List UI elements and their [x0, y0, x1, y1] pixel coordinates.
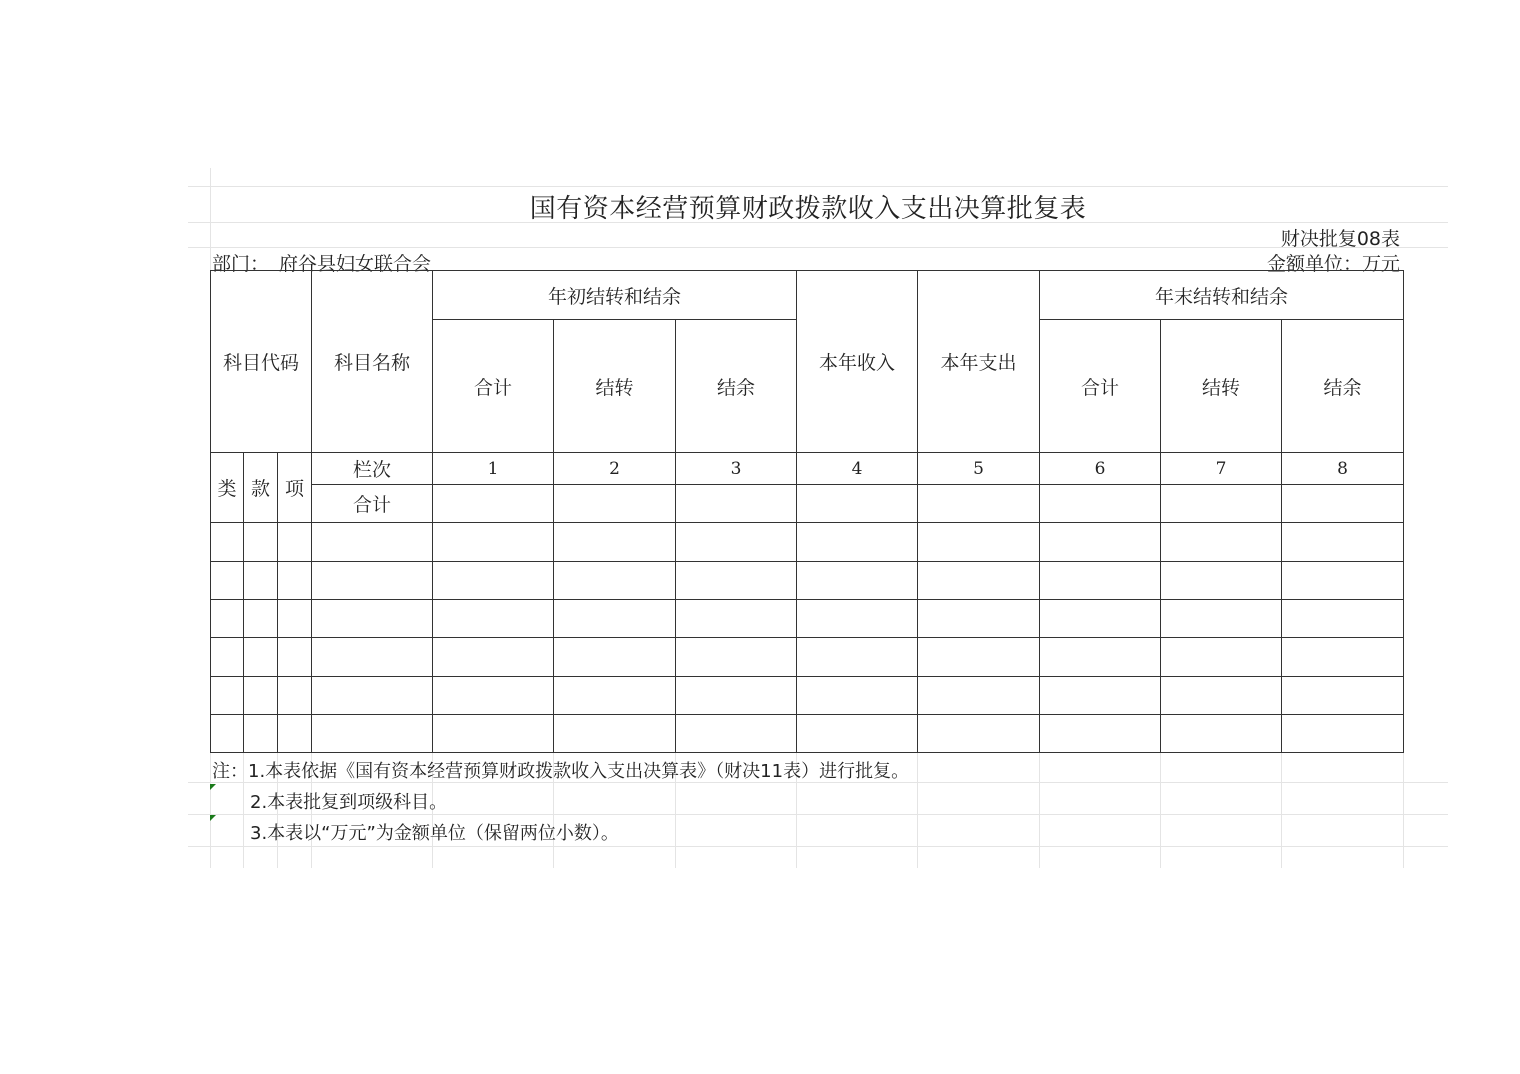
note-line-1: 注：1.本表依据《国有资本经营预算财政拨款收入支出决算表》（财决11表）进行批复。 [212, 761, 910, 782]
header-begin-carryover: 结转 [554, 320, 676, 453]
table-cell[interactable] [554, 638, 676, 677]
table-cell[interactable] [1040, 485, 1161, 523]
department-label: 部门： [212, 253, 270, 275]
column-number: 5 [918, 453, 1040, 485]
table-cell[interactable] [1161, 485, 1282, 523]
table-cell[interactable] [676, 485, 797, 523]
table-cell[interactable] [676, 562, 797, 600]
table-cell[interactable] [676, 638, 797, 677]
table-cell[interactable] [918, 562, 1040, 600]
column-number: 6 [1040, 453, 1161, 485]
table-cell[interactable] [1282, 562, 1404, 600]
table-cell[interactable] [244, 523, 278, 562]
table-cell[interactable] [1161, 600, 1282, 638]
table-cell[interactable] [244, 677, 278, 715]
table-cell[interactable] [211, 638, 244, 677]
header-end-total: 合计 [1040, 320, 1161, 453]
table-cell[interactable] [554, 715, 676, 753]
table-cell[interactable] [1161, 715, 1282, 753]
table-cell[interactable] [244, 638, 278, 677]
table-cell[interactable] [676, 715, 797, 753]
header-row-1 [211, 271, 1404, 320]
table-cell[interactable] [312, 523, 433, 562]
table-cell[interactable] [433, 600, 554, 638]
table-cell[interactable] [433, 485, 554, 523]
column-number: 2 [554, 453, 676, 485]
column-number: 7 [1161, 453, 1282, 485]
table-cell[interactable] [918, 715, 1040, 753]
header-begin-total: 合计 [433, 320, 554, 453]
table-row [211, 638, 1404, 677]
table-cell[interactable] [1282, 715, 1404, 753]
header-end-surplus: 结余 [1282, 320, 1404, 453]
table-cell[interactable] [676, 677, 797, 715]
header-begin-balance: 年初结转和结余 [433, 271, 797, 320]
table-cell[interactable] [918, 523, 1040, 562]
table-cell[interactable] [918, 485, 1040, 523]
table-cell[interactable] [278, 600, 312, 638]
header-end-carryover: 结转 [1161, 320, 1282, 453]
table-cell[interactable] [433, 562, 554, 600]
header-current-income: 本年收入 [797, 271, 918, 453]
table-cell[interactable] [312, 638, 433, 677]
table-cell[interactable] [797, 600, 918, 638]
table-cell[interactable] [1161, 523, 1282, 562]
table-cell[interactable] [1282, 638, 1404, 677]
table-cell[interactable] [244, 600, 278, 638]
table-cell[interactable] [278, 523, 312, 562]
table-cell[interactable] [433, 638, 554, 677]
table-cell[interactable] [244, 562, 278, 600]
table-cell[interactable] [1282, 485, 1404, 523]
table-cell[interactable] [211, 677, 244, 715]
table-cell[interactable] [1040, 523, 1161, 562]
table-cell[interactable] [554, 562, 676, 600]
table-cell[interactable] [278, 638, 312, 677]
column-number: 4 [797, 453, 918, 485]
table-row [211, 677, 1404, 715]
table-cell[interactable] [797, 562, 918, 600]
table-cell[interactable] [554, 677, 676, 715]
total-row [211, 485, 1404, 523]
table-cell[interactable] [1161, 638, 1282, 677]
table-cell[interactable] [1040, 600, 1161, 638]
table-cell[interactable] [1282, 677, 1404, 715]
table-cell[interactable] [433, 677, 554, 715]
table-cell[interactable] [211, 523, 244, 562]
table-cell[interactable] [797, 677, 918, 715]
column-number: 8 [1282, 453, 1404, 485]
total-row-label: 合计 [312, 485, 433, 523]
table-cell[interactable] [1040, 562, 1161, 600]
table-cell[interactable] [312, 562, 433, 600]
header-end-balance: 年末结转和结余 [1040, 271, 1404, 320]
table-row [211, 562, 1404, 600]
note-line-2: 2.本表批复到项级科目。 [250, 792, 448, 813]
table-cell[interactable] [918, 600, 1040, 638]
table-cell[interactable] [797, 715, 918, 753]
table-cell[interactable] [676, 600, 797, 638]
table-cell[interactable] [211, 715, 244, 753]
table-cell[interactable] [1161, 562, 1282, 600]
table-cell[interactable] [211, 562, 244, 600]
table-cell[interactable] [797, 485, 918, 523]
column-index-row [211, 453, 1404, 485]
table-row [211, 523, 1404, 562]
table-row [211, 600, 1404, 638]
table-cell[interactable] [433, 715, 554, 753]
header-subject-name: 科目名称 [312, 271, 433, 453]
table-cell[interactable] [797, 638, 918, 677]
table-cell[interactable] [1040, 715, 1161, 753]
table-cell[interactable] [278, 562, 312, 600]
table-cell[interactable] [278, 677, 312, 715]
table-cell[interactable] [312, 715, 433, 753]
header-item: 项 [278, 453, 312, 523]
header-category: 类 [211, 453, 244, 523]
table-cell[interactable] [312, 600, 433, 638]
table-cell[interactable] [918, 677, 1040, 715]
header-section: 款 [244, 453, 278, 523]
cell-comment-marker-icon [210, 784, 216, 790]
form-number: 财决批复08表 [1280, 228, 1400, 250]
column-number: 3 [676, 453, 797, 485]
table-cell[interactable] [554, 485, 676, 523]
table-cell[interactable] [554, 523, 676, 562]
table-cell[interactable] [244, 715, 278, 753]
header-current-expense: 本年支出 [918, 271, 1040, 453]
table-cell[interactable] [433, 523, 554, 562]
amount-unit: 金额单位：万元 [1266, 253, 1400, 275]
column-index-label: 栏次 [312, 453, 433, 485]
cell-comment-marker-icon [210, 815, 216, 821]
table-cell[interactable] [676, 523, 797, 562]
table-cell[interactable] [797, 523, 918, 562]
page-title: 国有资本经营预算财政拨款收入支出决算批复表 [529, 194, 1087, 224]
table-cell[interactable] [1161, 677, 1282, 715]
header-subject-code: 科目代码 [211, 271, 312, 453]
table-cell[interactable] [1040, 677, 1161, 715]
department-value: 府谷县妇女联合会 [279, 253, 432, 275]
table-cell[interactable] [312, 677, 433, 715]
table-notes [212, 756, 909, 849]
table-cell[interactable] [211, 600, 244, 638]
table-cell[interactable] [554, 600, 676, 638]
table-cell[interactable] [1282, 600, 1404, 638]
header-begin-surplus: 结余 [676, 320, 797, 453]
approval-table [210, 270, 1404, 753]
table-cell[interactable] [1040, 638, 1161, 677]
table-cell[interactable] [278, 715, 312, 753]
note-line-3: 3.本表以“万元”为金额单位（保留两位小数）。 [250, 823, 619, 844]
table-cell[interactable] [1282, 523, 1404, 562]
table-row [211, 715, 1404, 753]
table-cell[interactable] [918, 638, 1040, 677]
column-number: 1 [433, 453, 554, 485]
